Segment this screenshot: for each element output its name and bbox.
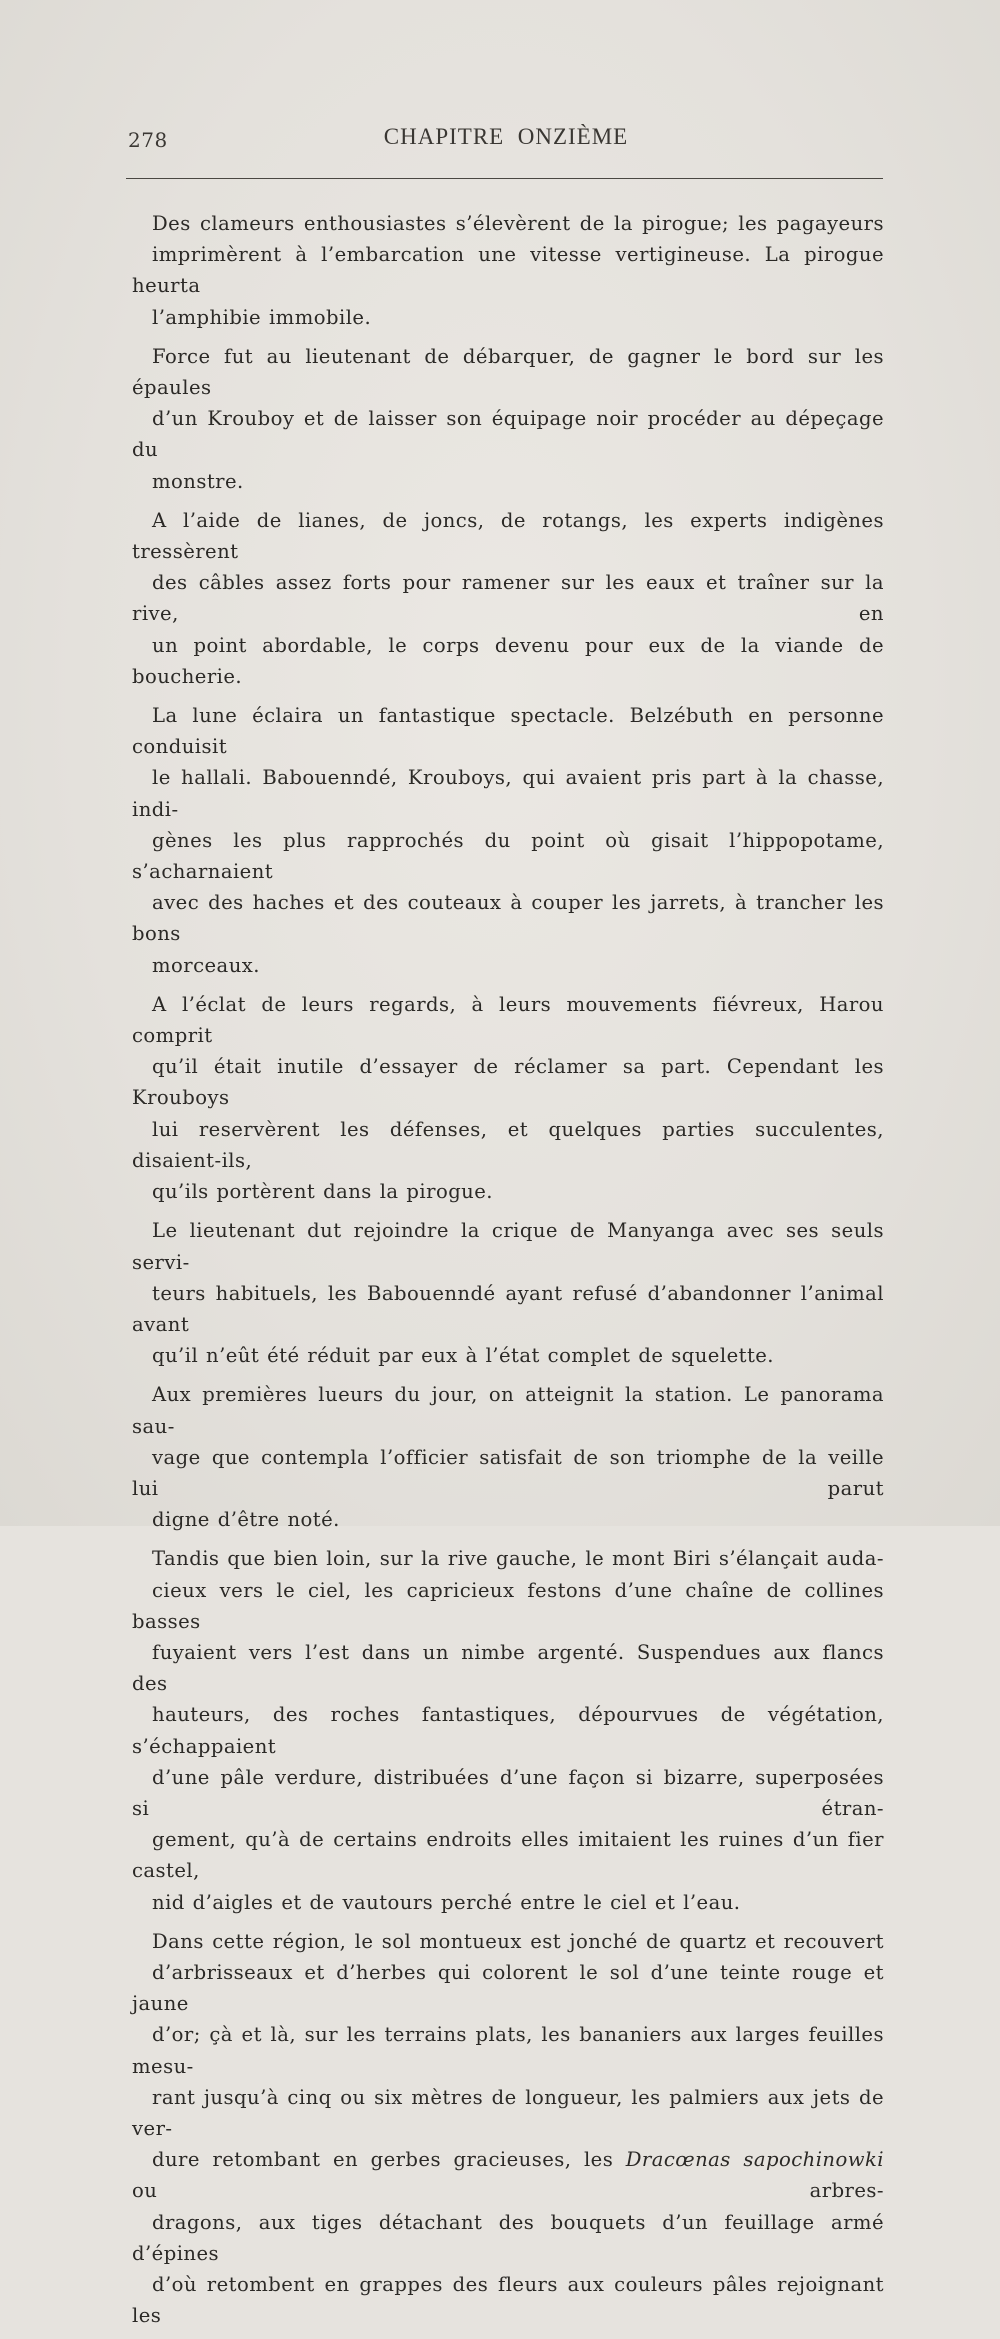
text-segment: ou arbres- xyxy=(132,2179,884,2203)
chapter-title: CHAPITRE ONZIÈME xyxy=(383,124,629,149)
paragraph xyxy=(132,1543,884,1917)
text-line: rant jusqu’à cinq ou six mètres de longueur, les palmiers aux jets de ver- xyxy=(132,2085,884,2140)
text-line: qu’il n’eût été réduit par eux à l’état complet de squelette. xyxy=(152,1344,774,1368)
text-line: d’un Krouboy et de laisser son équipage noir procéder au dépeçage du xyxy=(132,407,884,462)
text-line: Tandis que bien loin, sur la rive gauche, le mont Biri s’élançait auda- xyxy=(152,1547,884,1571)
text-line: Le lieutenant dut rejoindre la crique de Manyanga avec ses seuls servi- xyxy=(132,1219,884,1274)
body-text xyxy=(132,208,884,2339)
text-line: teurs habituels, les Babouenndé ayant refusé d’abandonner l’animal avant xyxy=(132,1281,884,1336)
text-line: fuyaient vers l’est dans un nimbe argenté. Suspendues aux flancs des xyxy=(132,1640,884,1696)
page-number: 278 xyxy=(128,128,168,152)
paragraph xyxy=(132,341,884,497)
text-line: A l’aide de lianes, de joncs, de rotangs, les experts indigènes tressèrent xyxy=(132,508,884,564)
text-line: gènes les plus rapprochés du point où gisait l’hippopotame, s’acharnaient xyxy=(132,828,884,884)
text-line: avec des haches et des couteaux à couper les jarrets, à trancher les bons xyxy=(132,891,884,946)
text-line: cieux vers le ciel, les capricieux festons d’une chaîne de collines basses xyxy=(132,1578,884,1633)
paragraph xyxy=(132,700,884,981)
text-line: vage que contempla l’officier satisfait de son triomphe de la veille lui parut xyxy=(132,1445,884,1500)
text-line: d’où retombent en grappes des fleurs aux couleurs pâles rejoignant les xyxy=(132,2273,884,2328)
text-segment: dure retombant en gerbes gracieuses, les xyxy=(152,2148,626,2172)
text-line: un point abordable, le corps devenu pour eux de la viande de boucherie. xyxy=(132,633,884,688)
text-line: A l’éclat de leurs regards, à leurs mouvements fiévreux, Harou comprit xyxy=(132,992,884,1048)
text-line: d’arbrisseaux et d’herbes qui colorent le sol d’une teinte rouge et jaune xyxy=(132,1960,884,2016)
text-line: Aux premières lueurs du jour, on atteignit la station. Le panorama sau- xyxy=(132,1383,884,1438)
header-rule xyxy=(126,178,883,179)
paragraph xyxy=(132,1215,884,1371)
paragraph xyxy=(132,208,884,333)
text-line xyxy=(132,2144,884,2206)
text-line: gement, qu’à de certains endroits elles imitaient les ruines d’un fier castel, xyxy=(132,1828,884,1883)
text-line: hauteurs, des roches fantastiques, dépourvues de végétation, s’échappaient xyxy=(132,1703,884,1758)
text-line: La lune éclaira un fantastique spectacle. Belzébuth en personne conduisit xyxy=(132,704,884,759)
text-line: monstre. xyxy=(152,469,244,493)
text-line: morceaux. xyxy=(152,953,260,977)
paragraph xyxy=(132,1926,884,2332)
page-header xyxy=(128,122,884,154)
text-line: Force fut au lieutenant de débarquer, de gagner le bord sur les épaules xyxy=(132,344,884,400)
text-line: imprimèrent à l’embarcation une vitesse vertigineuse. La pirogue heurta xyxy=(132,243,884,298)
text-line: Des clameurs enthousiastes s’élevèrent de la pirogue; les pagayeurs xyxy=(152,212,884,235)
text-line: dragons, aux tiges détachant des bouquets d’un feuillage armé d’épines xyxy=(132,2210,884,2265)
text-line: qu’il était inutile d’essayer de réclamer sa part. Cependant les Krouboys xyxy=(132,1055,884,1110)
text-line: d’une pâle verdure, distribuées d’une façon si bizarre, superposées si étran- xyxy=(132,1765,884,1820)
text-line: qu’ils portèrent dans la pirogue. xyxy=(152,1180,493,1204)
paragraph xyxy=(132,989,884,1207)
paragraph xyxy=(132,1379,884,1535)
text-line: digne d’être noté. xyxy=(152,1508,340,1532)
text-line: l’amphibie immobile. xyxy=(152,305,372,329)
text-line: lui reservèrent les défenses, et quelques parties succulentes, disaient-ils, xyxy=(132,1117,884,1172)
text-line: des câbles assez forts pour ramener sur les eaux et traîner sur la rive, en xyxy=(132,571,884,626)
text-line: nid d’aigles et de vautours perché entre le ciel et l’eau. xyxy=(152,1890,741,1914)
text-line: le hallali. Babouenndé, Krouboys, qui avaient pris part à la chasse, indi- xyxy=(132,766,884,821)
species-name: Dracœnas sapochinowki xyxy=(625,2148,884,2172)
paragraph xyxy=(132,505,884,692)
text-line: Dans cette région, le sol montueux est jonché de quartz et recouvert xyxy=(152,1929,884,1953)
text-line: d’or; çà et là, sur les terrains plats, les bananiers aux larges feuilles mesu- xyxy=(132,2023,884,2078)
